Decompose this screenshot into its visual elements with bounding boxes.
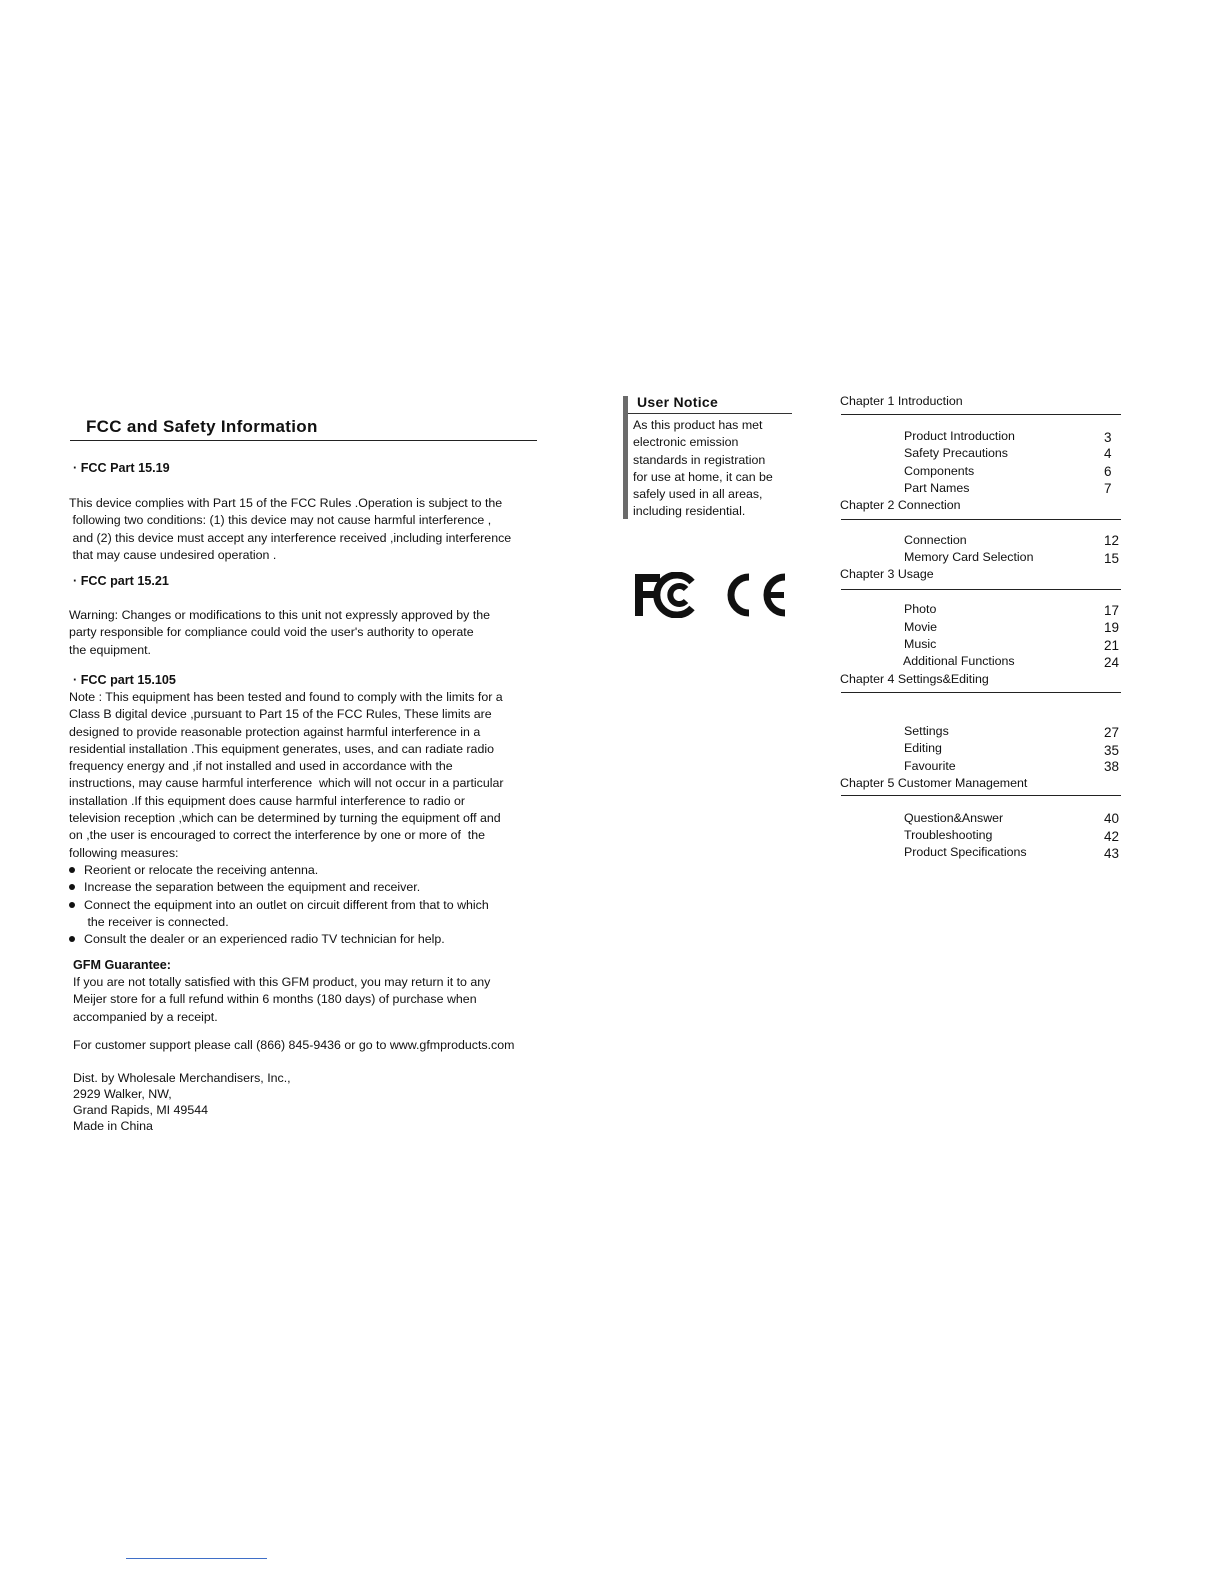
toc-chapter-1-title: Chapter 1 Introduction xyxy=(840,394,963,408)
toc-chapter-4-title: Chapter 4 Settings&Editing xyxy=(840,672,989,686)
customer-support-text: For customer support please call (866) 845-9436 or go to www.gfmproducts.com xyxy=(73,1038,515,1052)
fcc-logo-icon xyxy=(634,572,698,618)
list-item: Reorient or relocate the receiving antenna. xyxy=(69,862,489,879)
toc-entry-label: Components xyxy=(904,464,975,478)
guarantee-heading: GFM Guarantee: xyxy=(73,958,171,972)
toc-entry-label: Favourite xyxy=(904,759,956,773)
toc-entry-page: 38 xyxy=(1104,759,1120,774)
distributor-address: Dist. by Wholesale Merchandisers, Inc., 2929 Walker, NW, Grand Rapids, MI 49544 Made in China xyxy=(73,1071,291,1133)
toc-entry-label: Connection xyxy=(904,533,967,547)
toc-entry-page: 19 xyxy=(1104,620,1120,635)
fcc-part-15-19-heading: · FCC Part 15.19 xyxy=(73,461,170,475)
fcc-part-15-105-heading: · FCC part 15.105 xyxy=(73,673,176,687)
toc-chapter-divider xyxy=(841,795,1121,796)
toc-entry-page: 6 xyxy=(1104,464,1112,479)
toc-entry-page: 15 xyxy=(1104,551,1120,566)
toc-entry-page: 7 xyxy=(1104,481,1112,496)
fcc-part-15-21-text: Warning: Changes or modifications to this unit not expressly approved by the party responsible for compliance could void the user's authority to operate the equipment. xyxy=(69,608,491,657)
user-notice-title: User Notice xyxy=(637,394,719,410)
toc-entry-page: 43 xyxy=(1104,846,1120,861)
toc-entry-label: Safety Precautions xyxy=(904,446,1009,460)
notice-divider xyxy=(628,413,792,414)
toc-entry-page: 42 xyxy=(1104,829,1120,844)
toc-entry-page: 40 xyxy=(1104,811,1120,826)
toc-entry-label: Part Names xyxy=(904,481,970,495)
fcc-part-15-105-text: Note : This equipment has been tested and found to comply with the limits for a Class B digital device ,pursuant to Part 15 of the FCC Rules, These limits are designed to provide reasonable protection against harmful interference in a residential installation .This equipment generates, uses, and can radiate radio frequency energy and ,if not installed and used in accordance with the instructions, may cause harmful interference which will not occur in a particular installation .If this equipment does cause harmful interference to radio or television reception ,which can be determined by turning the equipment off and on ,the user is encouraged to correct the interference by one or more of the following measures: xyxy=(69,690,504,860)
toc-chapter-2-title: Chapter 2 Connection xyxy=(840,498,961,512)
toc-entry-label: Memory Card Selection xyxy=(904,550,1034,564)
notice-accent-bar xyxy=(623,396,628,519)
toc-chapter-divider xyxy=(841,589,1121,590)
fcc-part-15-21-heading: · FCC part 15.21 xyxy=(73,574,169,588)
toc-entry-label: Product Specifications xyxy=(904,845,1027,859)
toc-entry-page: 4 xyxy=(1104,446,1112,461)
toc-entry-label: Additional Functions xyxy=(903,654,1015,668)
toc-chapter-divider xyxy=(841,519,1121,520)
toc-entry-label: Music xyxy=(904,637,937,651)
toc-entry-page: 3 xyxy=(1104,430,1112,445)
toc-entry-page: 17 xyxy=(1104,603,1120,618)
toc-entry-label: Question&Answer xyxy=(904,811,1004,825)
title-divider xyxy=(70,440,537,441)
toc-entry-label: Troubleshooting xyxy=(904,828,993,842)
list-item: Consult the dealer or an experienced radio TV technician for help. xyxy=(69,931,489,948)
user-notice-text: As this product has met electronic emission standards in registration for use at home, it can be safely used in all areas, including residential. xyxy=(633,418,773,519)
page-footer-line xyxy=(126,1558,267,1559)
toc-chapter-3-title: Chapter 3 Usage xyxy=(840,567,934,581)
toc-entry-label: Editing xyxy=(904,741,942,755)
toc-entry-label: Product Introduction xyxy=(904,429,1015,443)
toc-entry-label: Photo xyxy=(904,602,937,616)
toc-entry-label: Movie xyxy=(904,620,938,634)
list-item: Connect the equipment into an outlet on circuit different from that to which the receiver is connected. xyxy=(69,897,489,932)
toc-chapter-5-title: Chapter 5 Customer Management xyxy=(840,776,1028,790)
fcc-part-15-19-text: This device complies with Part 15 of the FCC Rules .Operation is subject to the following two conditions: (1) this device may not cause harmful interference , and (2) this device must accept any interference received ,including interference that may cause undesired operation . xyxy=(69,496,512,562)
interference-measures-list xyxy=(69,862,489,948)
toc-entry-page: 21 xyxy=(1104,638,1120,653)
ce-logo-icon xyxy=(727,573,789,617)
fcc-section-title: FCC and Safety Information xyxy=(86,417,318,436)
toc-entry-label: Settings xyxy=(904,724,949,738)
guarantee-text: If you are not totally satisfied with this GFM product, you may return it to any Meijer store for a full refund within 6 months (180 days) of purchase when accompanied by a receipt. xyxy=(73,975,491,1024)
toc-chapter-divider xyxy=(841,692,1121,693)
toc-entry-page: 24 xyxy=(1104,655,1120,670)
toc-entry-page: 12 xyxy=(1104,533,1120,548)
toc-chapter-divider xyxy=(841,414,1121,415)
list-item: Increase the separation between the equipment and receiver. xyxy=(69,879,489,896)
toc-entry-page: 27 xyxy=(1104,725,1120,740)
toc-entry-page: 35 xyxy=(1104,743,1120,758)
